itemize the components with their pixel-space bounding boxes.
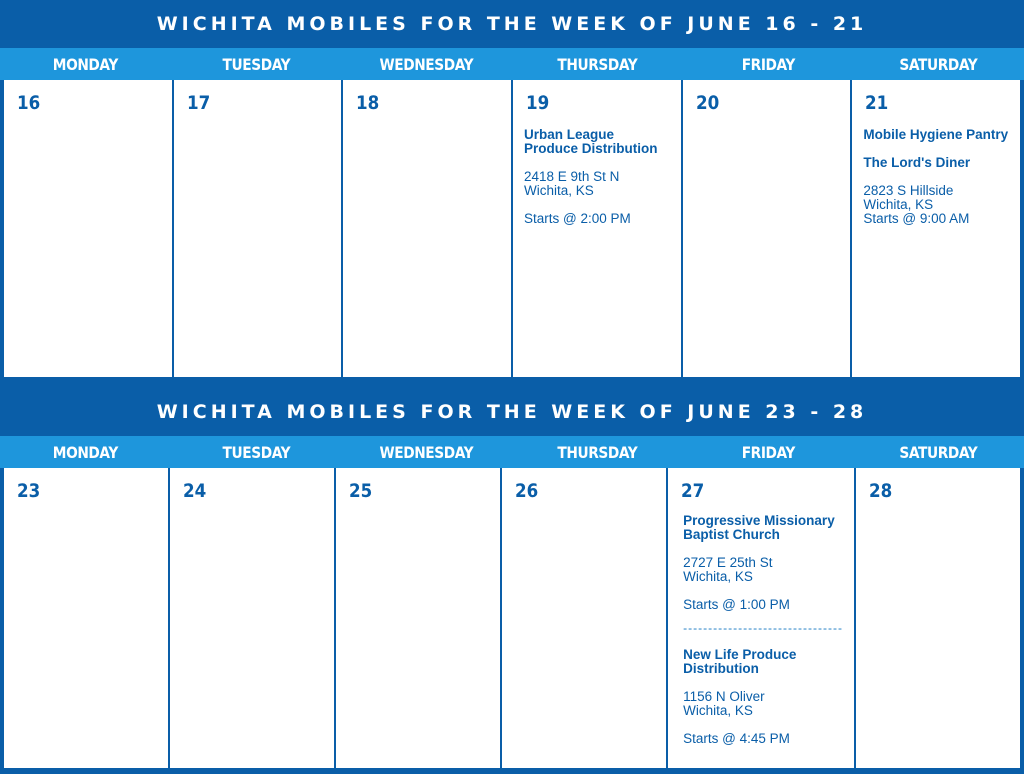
event-name: Urban League Produce Distribution <box>524 127 658 156</box>
day-number: 28 <box>869 480 893 502</box>
day-header-wednesday: WEDNESDAY <box>379 442 474 462</box>
event-address: 2823 S Hillside Wichita, KS Starts @ 9:00 AM <box>863 183 970 226</box>
day-header-tuesday: TUESDAY <box>222 54 290 74</box>
week-1-title: WICHITA MOBILES FOR THE WEEK OF JUNE 16 - 21 <box>156 13 868 35</box>
day-number: 20 <box>695 92 719 114</box>
event-time: Starts @ 1:00 PM <box>683 597 790 612</box>
day-cell <box>343 80 511 377</box>
event-address: 2418 E 9th St N Wichita, KS <box>524 169 620 198</box>
day-cell <box>170 468 334 768</box>
day-header-wednesday: WEDNESDAY <box>379 54 474 74</box>
day-number: 23 <box>17 480 41 502</box>
event-name: Mobile Hygiene Pantry <box>863 127 1009 142</box>
week-2-day-headers <box>0 436 1024 468</box>
week-2-title: WICHITA MOBILES FOR THE WEEK OF JUNE 23 - 28 <box>156 401 868 423</box>
day-number: 26 <box>515 480 539 502</box>
day-header-friday: FRIDAY <box>741 54 795 74</box>
day-cell <box>856 468 1020 768</box>
day-header-thursday: THURSDAY <box>557 442 638 462</box>
day-cell <box>4 468 168 768</box>
day-header-saturday: SATURDAY <box>899 54 978 74</box>
day-header-friday: FRIDAY <box>741 442 795 462</box>
day-number: 18 <box>356 92 380 114</box>
day-cell <box>4 80 172 377</box>
day-cell <box>852 80 1020 377</box>
day-header-thursday: THURSDAY <box>557 54 638 74</box>
day-cell <box>513 80 681 377</box>
day-number: 16 <box>17 92 41 114</box>
event-address: 2727 E 25th St Wichita, KS <box>683 555 773 584</box>
event-time: Starts @ 4:45 PM <box>683 731 790 746</box>
week-2 <box>0 388 1024 768</box>
day-cell <box>502 468 666 768</box>
day-cell <box>668 468 854 768</box>
event-divider: -------------------------------- <box>683 621 843 635</box>
day-cell <box>683 80 851 377</box>
day-number: 17 <box>186 92 210 114</box>
day-number: 21 <box>865 92 889 114</box>
week-1 <box>0 0 1024 377</box>
event-name: Progressive Missionary Baptist Church <box>683 513 835 542</box>
day-cell <box>336 468 500 768</box>
week-1-day-headers <box>0 48 1024 80</box>
day-number: 25 <box>349 480 373 502</box>
day-header-saturday: SATURDAY <box>899 442 978 462</box>
event-address: 1156 N Oliver Wichita, KS <box>683 689 765 718</box>
week-2-grid <box>0 468 1024 768</box>
event-name: The Lord's Diner <box>863 155 971 170</box>
day-header-tuesday: TUESDAY <box>222 442 290 462</box>
day-number: 24 <box>183 480 207 502</box>
week-1-grid <box>0 80 1024 377</box>
day-number: 27 <box>681 480 705 502</box>
day-header-monday: MONDAY <box>52 54 118 74</box>
day-number: 19 <box>526 92 550 114</box>
day-header-monday: MONDAY <box>52 442 118 462</box>
day-cell <box>174 80 342 377</box>
event-time: Starts @ 2:00 PM <box>524 211 631 226</box>
event-name: New Life Produce Distribution <box>683 647 797 676</box>
